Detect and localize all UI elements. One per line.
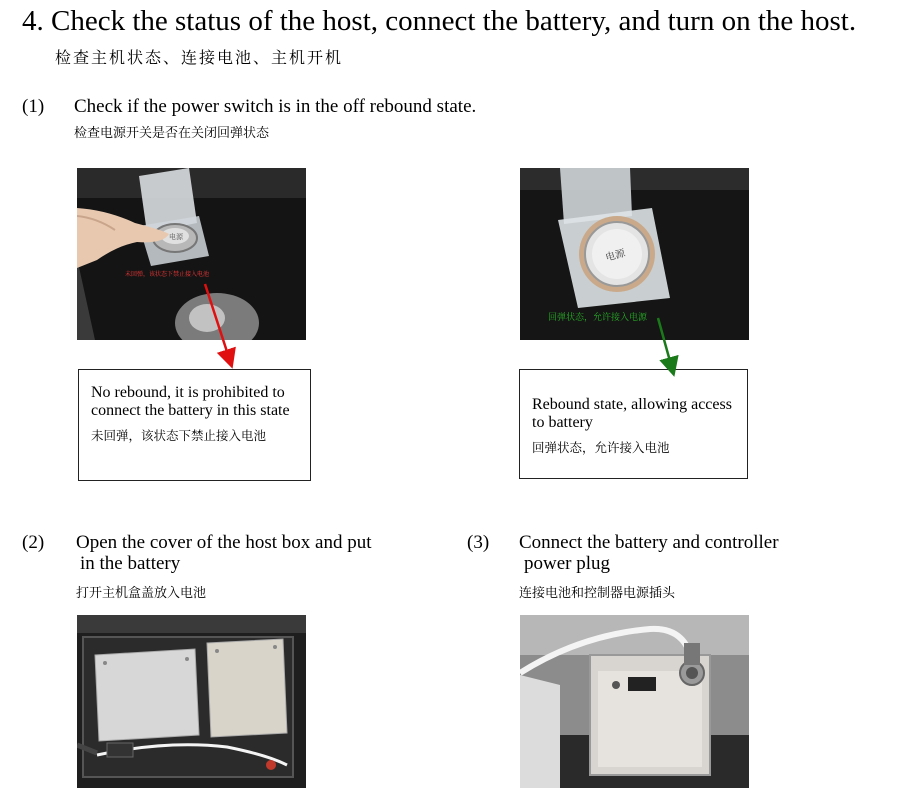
step3-text-en-line2: power plug (524, 553, 611, 574)
step1-number: (1) (22, 96, 45, 117)
allowed-note-box (519, 369, 748, 479)
page-title: 4. Check the status of the host, connect the battery, and turn on the host. (22, 5, 857, 37)
prohibited-note-en: No rebound, it is prohibited to connect the battery in this state (91, 384, 290, 419)
step3-text-zh: 连接电池和控制器电源插头 (519, 586, 676, 601)
step3-text-en-line1: Connect the battery and controller (519, 532, 779, 553)
battery-plug-photo (520, 615, 749, 788)
step1-text-zh: 检查电源开关是否在关闭回弹状态 (74, 126, 270, 141)
prohibited-note-box (78, 369, 311, 481)
step2-text-zh: 打开主机盒盖放入电池 (76, 586, 207, 601)
switch-not-rebounded-photo (77, 168, 306, 340)
step3-number: (3) (467, 532, 490, 553)
step1-text-en: Check if the power switch is in the off rebound state. (74, 96, 477, 117)
switch-label: 电源 (169, 233, 183, 241)
switch-rebounded-photo (520, 168, 749, 340)
allowed-note-zh: 回弹状态，允许接入电池 (532, 440, 670, 455)
step2-number: (2) (22, 532, 45, 553)
switch-label: 电源 (604, 248, 627, 264)
left-photo-caption: 未回弹，该状态下禁止接入电池 (125, 271, 210, 278)
step2-text-en-line2: in the battery (80, 553, 181, 574)
host-box-battery-photo (77, 615, 306, 788)
page-subtitle-zh: 检查主机状态、连接电池、主机开机 (55, 48, 344, 67)
step2-text-en-line1: Open the cover of the host box and put (76, 532, 372, 553)
prohibited-note-zh: 未回弹，该状态下禁止接入电池 (91, 428, 267, 443)
allowed-note-en: Rebound state, allowing access to battery (532, 396, 732, 431)
right-photo-caption: 回弹状态，允许接入电源 (548, 313, 648, 323)
